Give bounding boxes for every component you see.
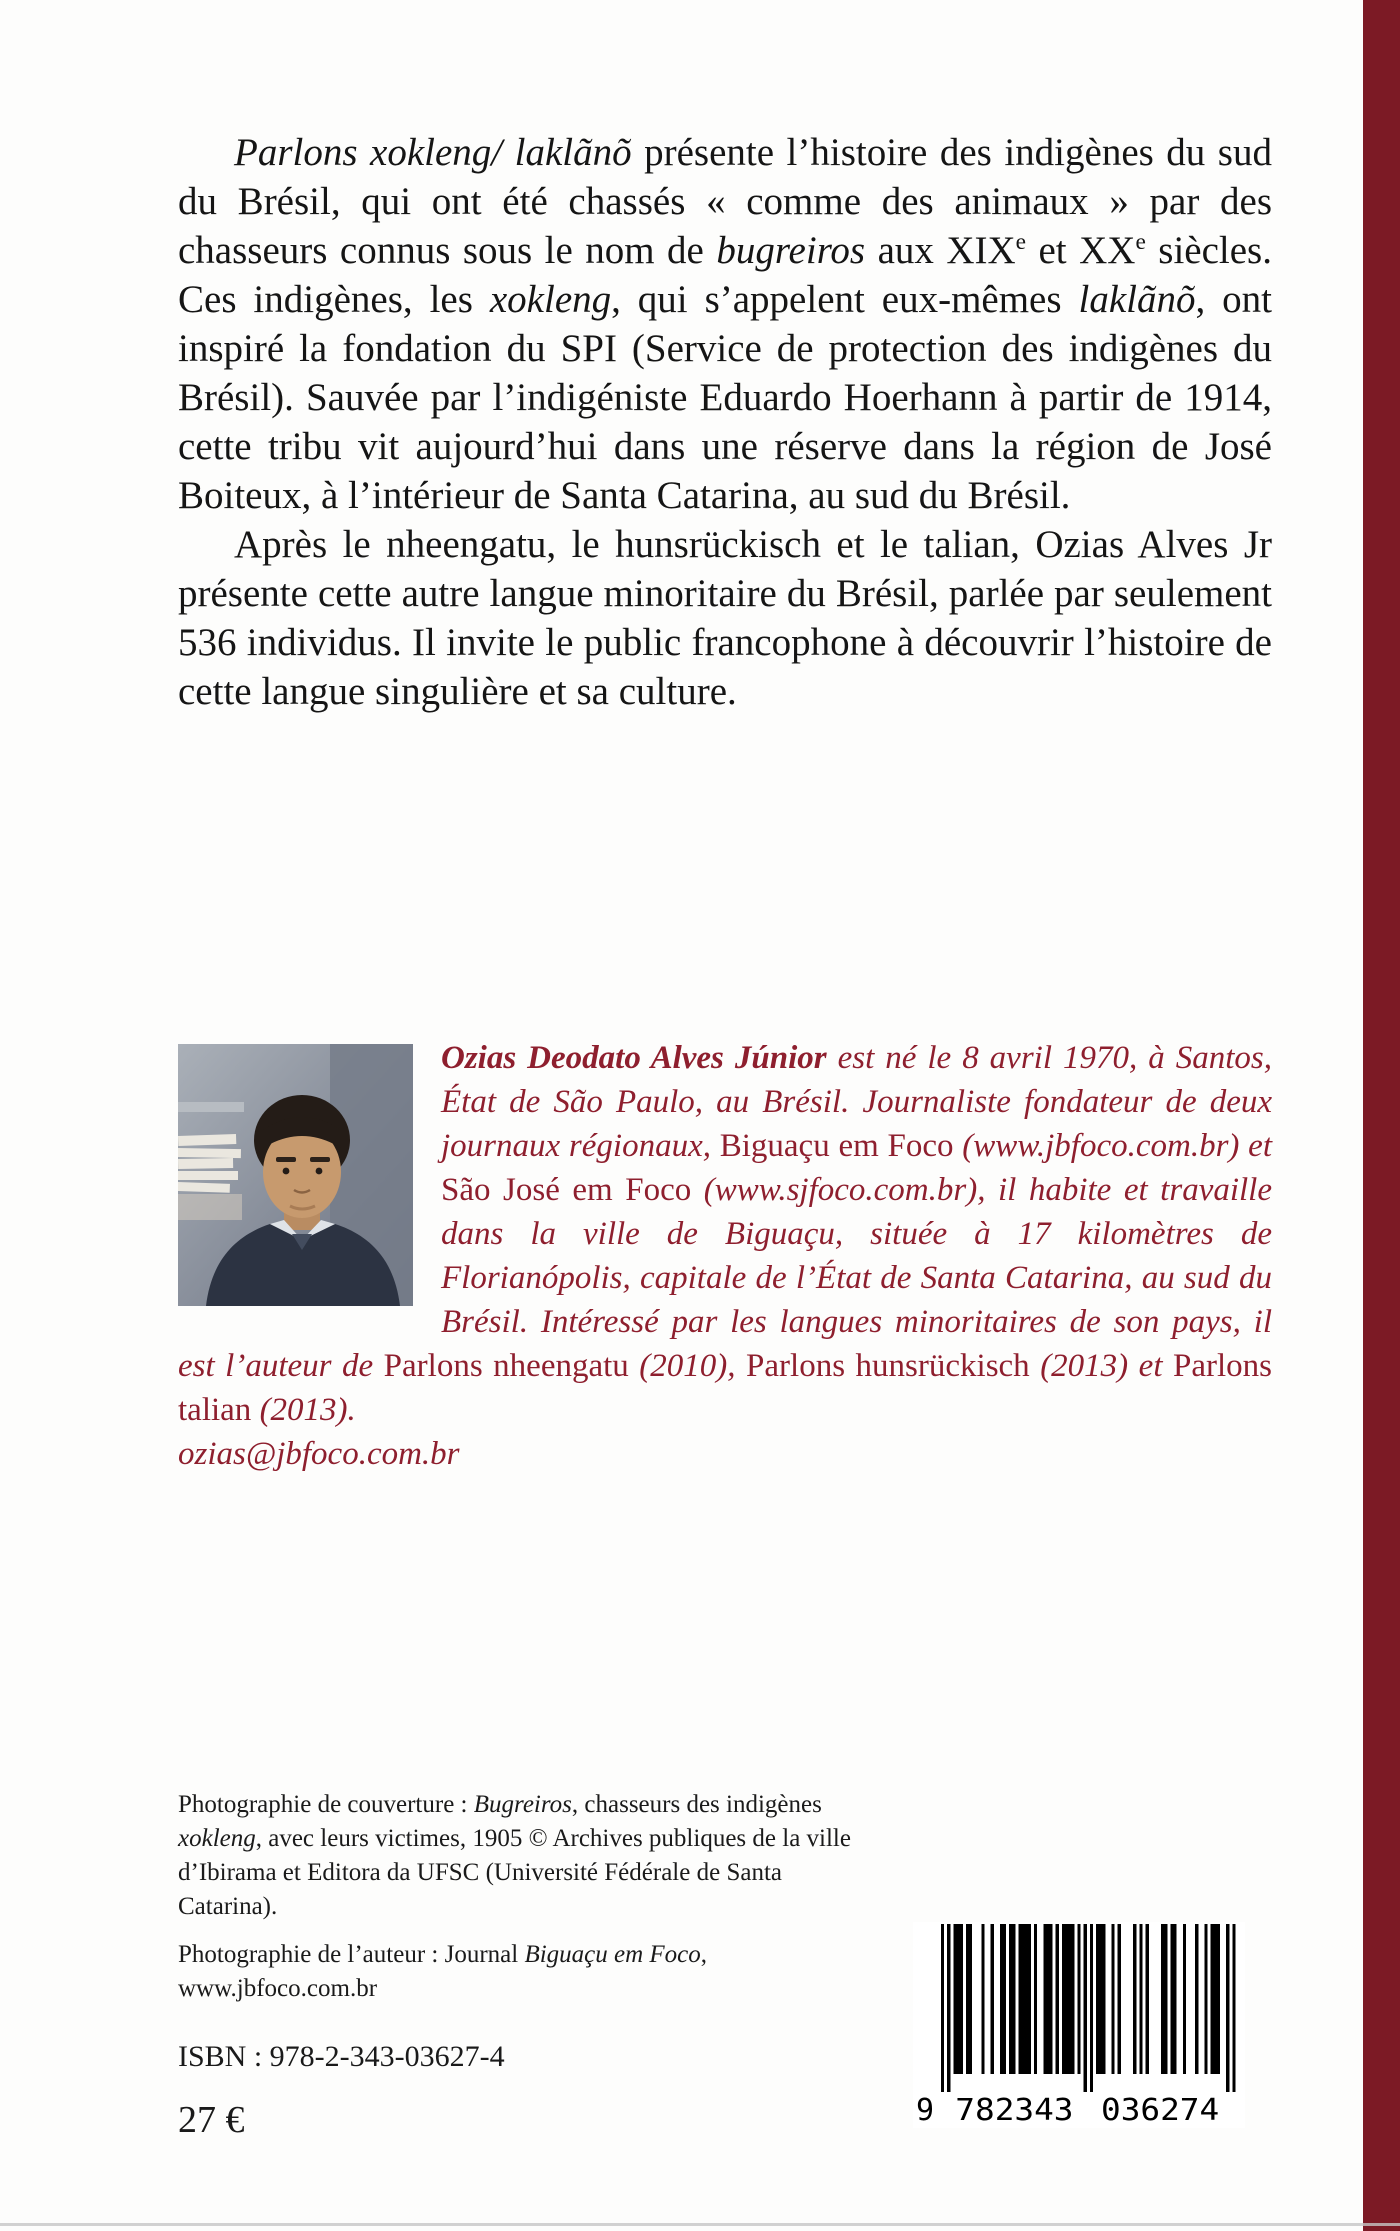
- barcode: [913, 1922, 1245, 2128]
- photo-credits: [178, 1788, 858, 2020]
- synopsis-paragraph-2: Après le nheengatu, le hunsrückisch et le talian, Ozias Alves Jr présente cette autre langue minoritaire du Brésil, parlée par seulement 536 individus. Il invite le public francophone à découvrir l’histoire de cette langue singulière et sa culture.: [178, 523, 1272, 713]
- synopsis: [178, 128, 1272, 716]
- spine-strip: [1363, 0, 1400, 2231]
- author-email: ozias@jbfoco.com.br: [178, 1436, 460, 1472]
- author-bio-section: [178, 1036, 1272, 1476]
- barcode-bars: [913, 1922, 1245, 2128]
- price-text: 27 €: [178, 2099, 245, 2141]
- author-bio-text: Ozias Deodato Alves Júnior est né le 8 avril 1970, à Santos, État de São Paulo, au Brésil. Journaliste fondateur de deux journaux régionaux, Biguaçu em Foco (www.jbfoco.com.br) et São José em Foco (www.sjfoco.com.br), il habite et travaille dans la ville de Biguaçu, située à 17 kilomètres de Florianópolis, capitale de l’État de Santa Catarina, au sud du Brésil. Intéressé par les langues minoritaires de son pays, il est l’auteur de Parlons nheengatu (2010), Parlons hunsrückisch (2013) et Parlons talian (2013).: [178, 1040, 1273, 1428]
- barcode-digits-right: 036274: [1101, 2093, 1220, 2128]
- author-photo-credit: Photographie de l’auteur : Journal Biguaçu em Foco, www.jbfoco.com.br: [178, 1941, 708, 2002]
- isbn-text: ISBN : 978-2-343-03627-4: [178, 2040, 505, 2073]
- author-portrait-illustration: [178, 1044, 413, 1306]
- barcode-digit-first: 9: [916, 2093, 935, 2128]
- barcode-digits-left: 782343: [955, 2093, 1074, 2128]
- page-bottom-edge: [0, 2223, 1400, 2226]
- cover-photo-credit: Photographie de couverture : Bugreiros, chasseurs des indigènes xokleng, avec leurs victimes, 1905 © Archives publiques de la ville d’Ibirama et Editora da UFSC (Université Fédérale de Santa Catarina).: [178, 1791, 851, 1920]
- synopsis-paragraph-1: Parlons xokleng/ laklãnõ présente l’histoire des indigènes du sud du Brésil, qui ont été chassés « comme des animaux » par des chasseurs connus sous le nom de bugreiros aux XIXe et XXe siècles. Ces indigènes, les xokleng, qui s’appelent eux-mêmes laklãnõ, ont inspiré la fondation du SPI (Service de protection des indigènes du Brésil). Sauvée par l’indigéniste Eduardo Hoerhann à partir de 1914, cette tribu vit aujourd’hui dans une réserve dans la région de José Boiteux, à l’intérieur de Santa Catarina, au sud du Brésil.: [178, 131, 1272, 517]
- author-photo: [178, 1044, 413, 1306]
